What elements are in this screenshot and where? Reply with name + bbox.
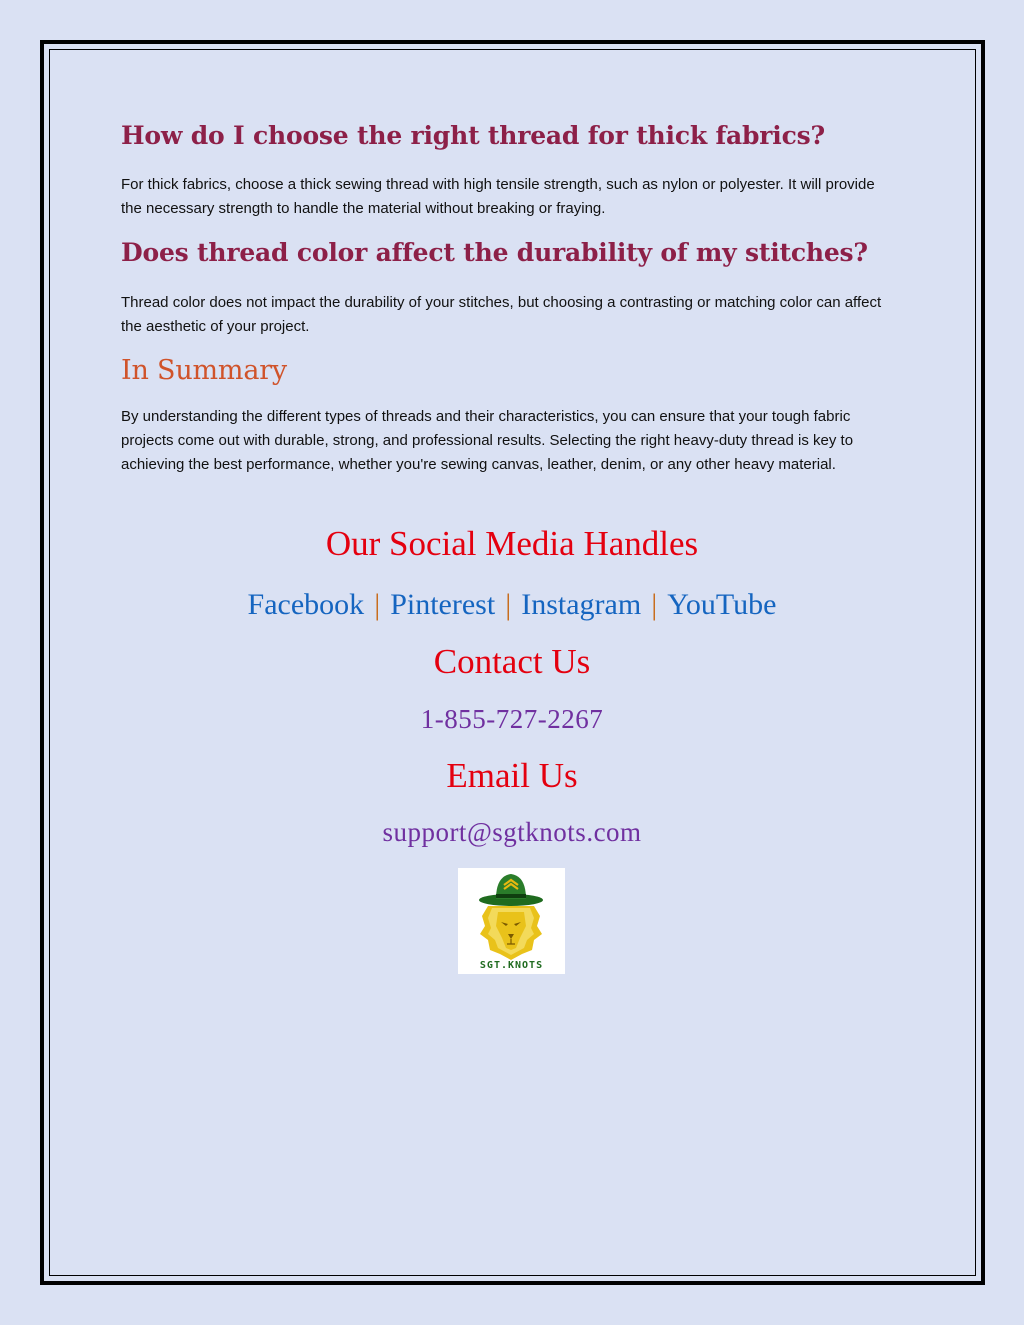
faq-answer-1: For thick fabrics, choose a thick sewing thread with high tensile strength, such as nylon or polyester. It will provide the necessary strength to handle the material without breaking or fraying. bbox=[121, 176, 875, 217]
facebook-link[interactable]: Facebook bbox=[247, 588, 365, 621]
social-links bbox=[44, 588, 980, 622]
social-heading: Our Social Media Handles bbox=[325, 524, 699, 563]
link-separator: | bbox=[505, 588, 512, 621]
link-separator: | bbox=[374, 588, 381, 621]
faq-answer-2: Thread color does not impact the durability of your stitches, but choosing a contrasting or matching color can affect the aesthetic of your project. bbox=[121, 294, 882, 335]
phone-number[interactable]: 1-855-727-2267 bbox=[420, 704, 604, 734]
sgt-knots-logo bbox=[458, 868, 565, 974]
faq-question-2: Does thread color affect the durability of my stitches? bbox=[121, 238, 868, 267]
pinterest-link[interactable]: Pinterest bbox=[390, 588, 496, 621]
link-separator: | bbox=[651, 588, 658, 621]
email-heading: Email Us bbox=[446, 756, 578, 795]
logo-text: SGT.KNOTS bbox=[479, 960, 544, 971]
summary-heading: In Summary bbox=[121, 355, 287, 386]
main-content bbox=[121, 118, 896, 477]
summary-body: By understanding the different types of threads and their characteristics, you can ensure that your tough fabric projects come out with durable, strong, and professional results. Selecting the right heavy-duty thread is key to achieving the best performance, whether you're sewing canvas, leather, denim, or any other heavy material. bbox=[121, 408, 854, 473]
contact-heading: Contact Us bbox=[433, 642, 591, 681]
instagram-link[interactable]: Instagram bbox=[521, 588, 642, 621]
youtube-link[interactable]: YouTube bbox=[667, 588, 777, 621]
lion-with-ranger-hat-logo-icon bbox=[458, 868, 565, 974]
email-address[interactable]: support@sgtknots.com bbox=[382, 817, 642, 847]
faq-question-1: How do I choose the right thread for thick fabrics? bbox=[121, 121, 825, 150]
